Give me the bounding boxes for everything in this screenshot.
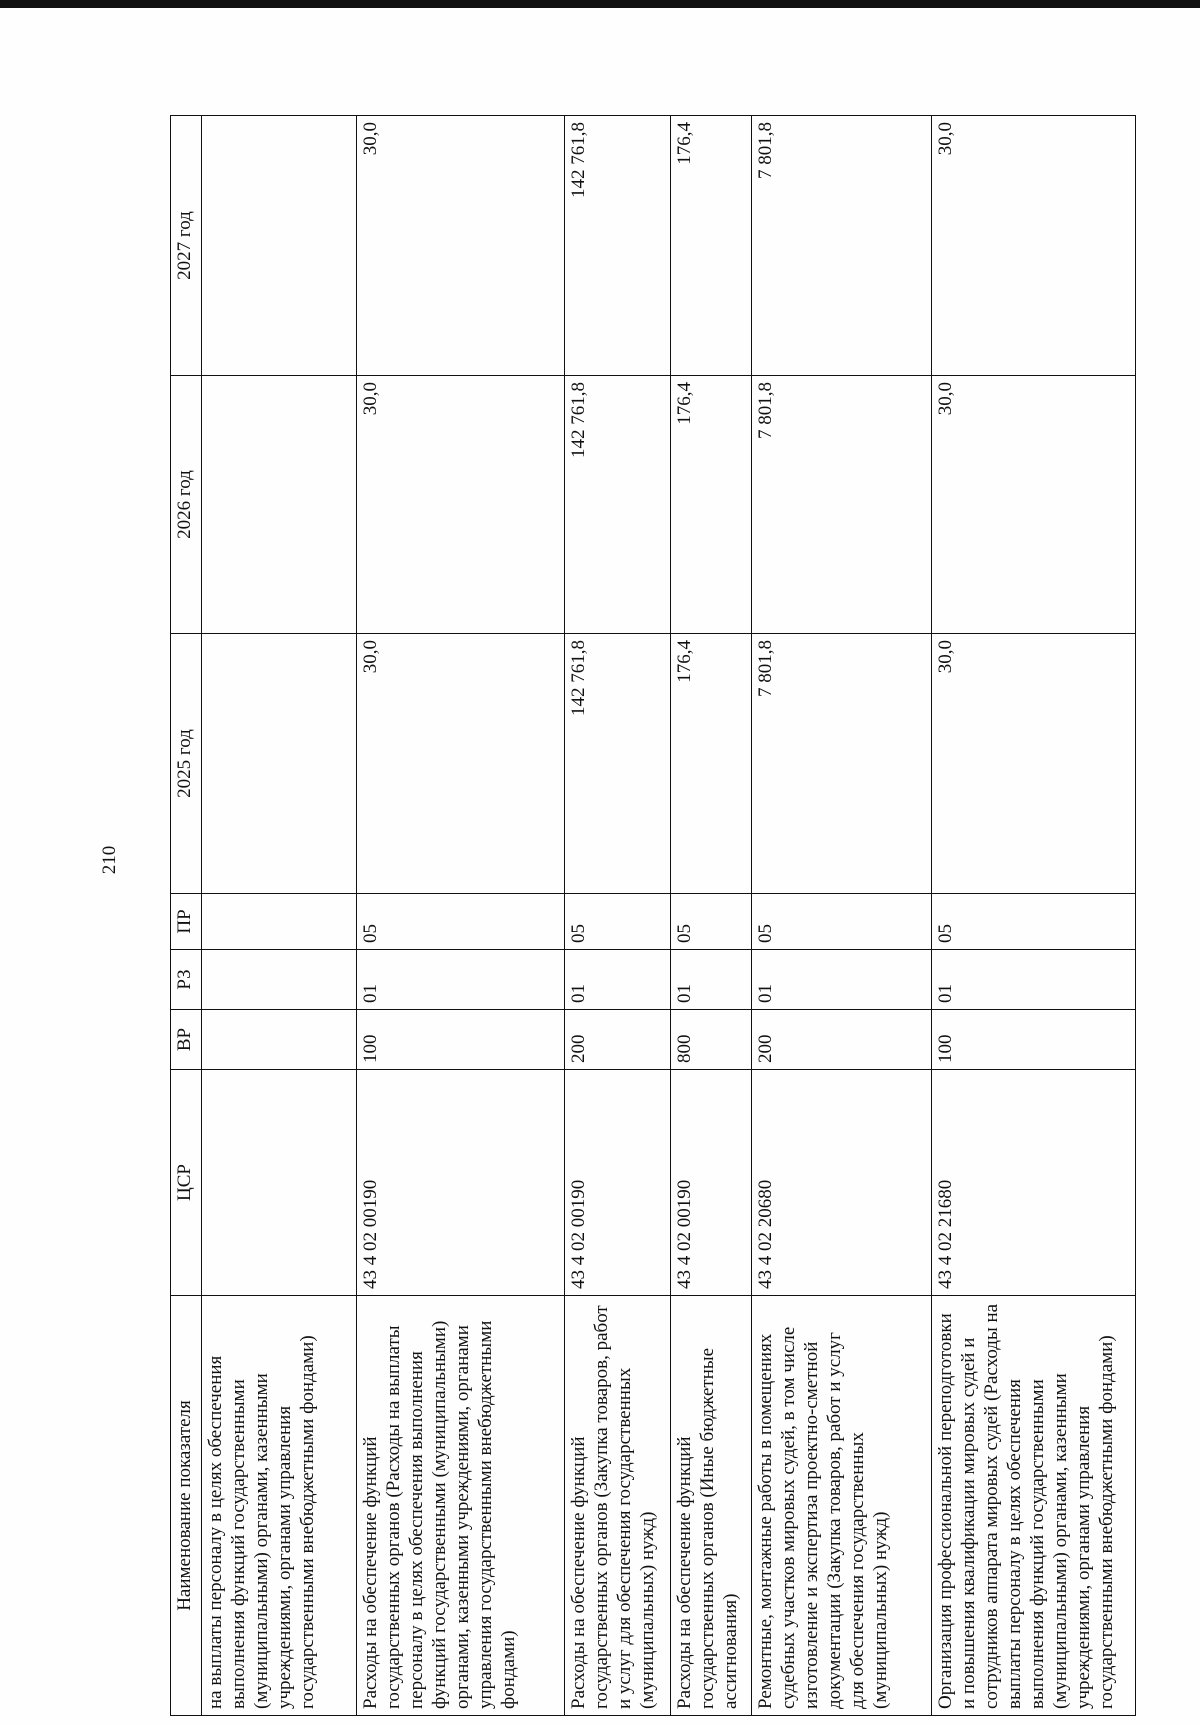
cell-2025: 142 761,8 bbox=[565, 634, 671, 894]
cell-2026: 30,0 bbox=[356, 376, 564, 634]
cell-csr: 43 4 02 00190 bbox=[356, 1070, 564, 1296]
cell-csr: 43 4 02 00190 bbox=[565, 1070, 671, 1296]
cell-name: Расходы на обеспечение функций государственных органов (Расходы на выплаты персоналу в целях обеспечения выполнения функций государственными (муниципальными) органами, казенными учреждениями, органами управления государственными внебюджетными фондами) bbox=[356, 1296, 564, 1716]
table-row bbox=[356, 116, 564, 1716]
cell-pr: 05 bbox=[565, 894, 671, 950]
cell-rz: 01 bbox=[671, 950, 752, 1010]
cell-vr: 100 bbox=[356, 1010, 564, 1070]
cell-vr bbox=[202, 1010, 357, 1070]
cell-2026: 176,4 bbox=[671, 376, 752, 634]
cell-name: Организация профессиональной переподготовки и повышения квалификации мировых судей и сотрудников аппарата мировых судей (Расходы на выплаты персоналу в целях обеспечения выполнения функций государственными (муниципальными) органами, казенными учреждениями, органами управления государственными внебюджетными фондами) bbox=[931, 1296, 1135, 1716]
cell-pr: 05 bbox=[752, 894, 932, 950]
cell-rz bbox=[202, 950, 357, 1010]
budget-table bbox=[170, 115, 1136, 1716]
cell-vr: 800 bbox=[671, 1010, 752, 1070]
cell-2026: 7 801,8 bbox=[752, 376, 932, 634]
cell-2027 bbox=[202, 116, 357, 376]
header-csr: ЦСР bbox=[171, 1070, 202, 1296]
cell-2025: 30,0 bbox=[931, 634, 1135, 894]
cell-2026: 142 761,8 bbox=[565, 376, 671, 634]
cell-name: на выплаты персоналу в целях обеспечения выполнения функций государственными (муниципальными) органами, казенными учреждениями, органами управления государственными внебюджетными фондами) bbox=[202, 1296, 357, 1716]
header-name: Наименование показателя bbox=[171, 1296, 202, 1716]
cell-csr: 43 4 02 20680 bbox=[752, 1070, 932, 1296]
table-row bbox=[671, 116, 752, 1716]
cell-pr: 05 bbox=[671, 894, 752, 950]
cell-rz: 01 bbox=[356, 950, 564, 1010]
page-number: 210 bbox=[99, 845, 120, 875]
cell-csr: 43 4 02 21680 bbox=[931, 1070, 1135, 1296]
cell-2025: 176,4 bbox=[671, 634, 752, 894]
cell-2026 bbox=[202, 376, 357, 634]
cell-vr: 200 bbox=[752, 1010, 932, 1070]
table-container bbox=[170, 116, 1136, 1716]
cell-2027: 142 761,8 bbox=[565, 116, 671, 376]
cell-2027: 30,0 bbox=[931, 116, 1135, 376]
cell-pr: 05 bbox=[931, 894, 1135, 950]
table-header-row bbox=[171, 116, 202, 1716]
cell-vr: 100 bbox=[931, 1010, 1135, 1070]
cell-name: Расходы на обеспечение функций государственных органов (Закупка товаров, работ и услуг для обеспечения государственных (муниципальных) нужд) bbox=[565, 1296, 671, 1716]
cell-2026: 30,0 bbox=[931, 376, 1135, 634]
header-vr: ВР bbox=[171, 1010, 202, 1070]
cell-rz: 01 bbox=[565, 950, 671, 1010]
cell-2027: 176,4 bbox=[671, 116, 752, 376]
cell-pr: 05 bbox=[356, 894, 564, 950]
cell-csr bbox=[202, 1070, 357, 1296]
cell-rz: 01 bbox=[931, 950, 1135, 1010]
cell-2027: 30,0 bbox=[356, 116, 564, 376]
cell-2027: 7 801,8 bbox=[752, 116, 932, 376]
table-row bbox=[565, 116, 671, 1716]
scan-edge bbox=[0, 0, 1200, 8]
header-pr: ПР bbox=[171, 894, 202, 950]
cell-2025: 30,0 bbox=[356, 634, 564, 894]
cell-name: Расходы на обеспечение функций государственных органов (Иные бюджетные ассигнования) bbox=[671, 1296, 752, 1716]
cell-2025: 7 801,8 bbox=[752, 634, 932, 894]
cell-name: Ремонтные, монтажные работы в помещениях судебных участков мировых судей, в том числе изготовление и экспертиза проектно-сметной документации (Закупка товаров, работ и услуг для обеспечения государственных (муниципальных) нужд) bbox=[752, 1296, 932, 1716]
header-2026: 2026 год bbox=[171, 376, 202, 634]
table-row bbox=[931, 116, 1135, 1716]
cell-rz: 01 bbox=[752, 950, 932, 1010]
cell-2025 bbox=[202, 634, 357, 894]
cell-csr: 43 4 02 00190 bbox=[671, 1070, 752, 1296]
cell-pr bbox=[202, 894, 357, 950]
header-rz: РЗ bbox=[171, 950, 202, 1010]
header-2027: 2027 год bbox=[171, 116, 202, 376]
table-row bbox=[202, 116, 357, 1716]
cell-vr: 200 bbox=[565, 1010, 671, 1070]
header-2025: 2025 год bbox=[171, 634, 202, 894]
table-row bbox=[752, 116, 932, 1716]
